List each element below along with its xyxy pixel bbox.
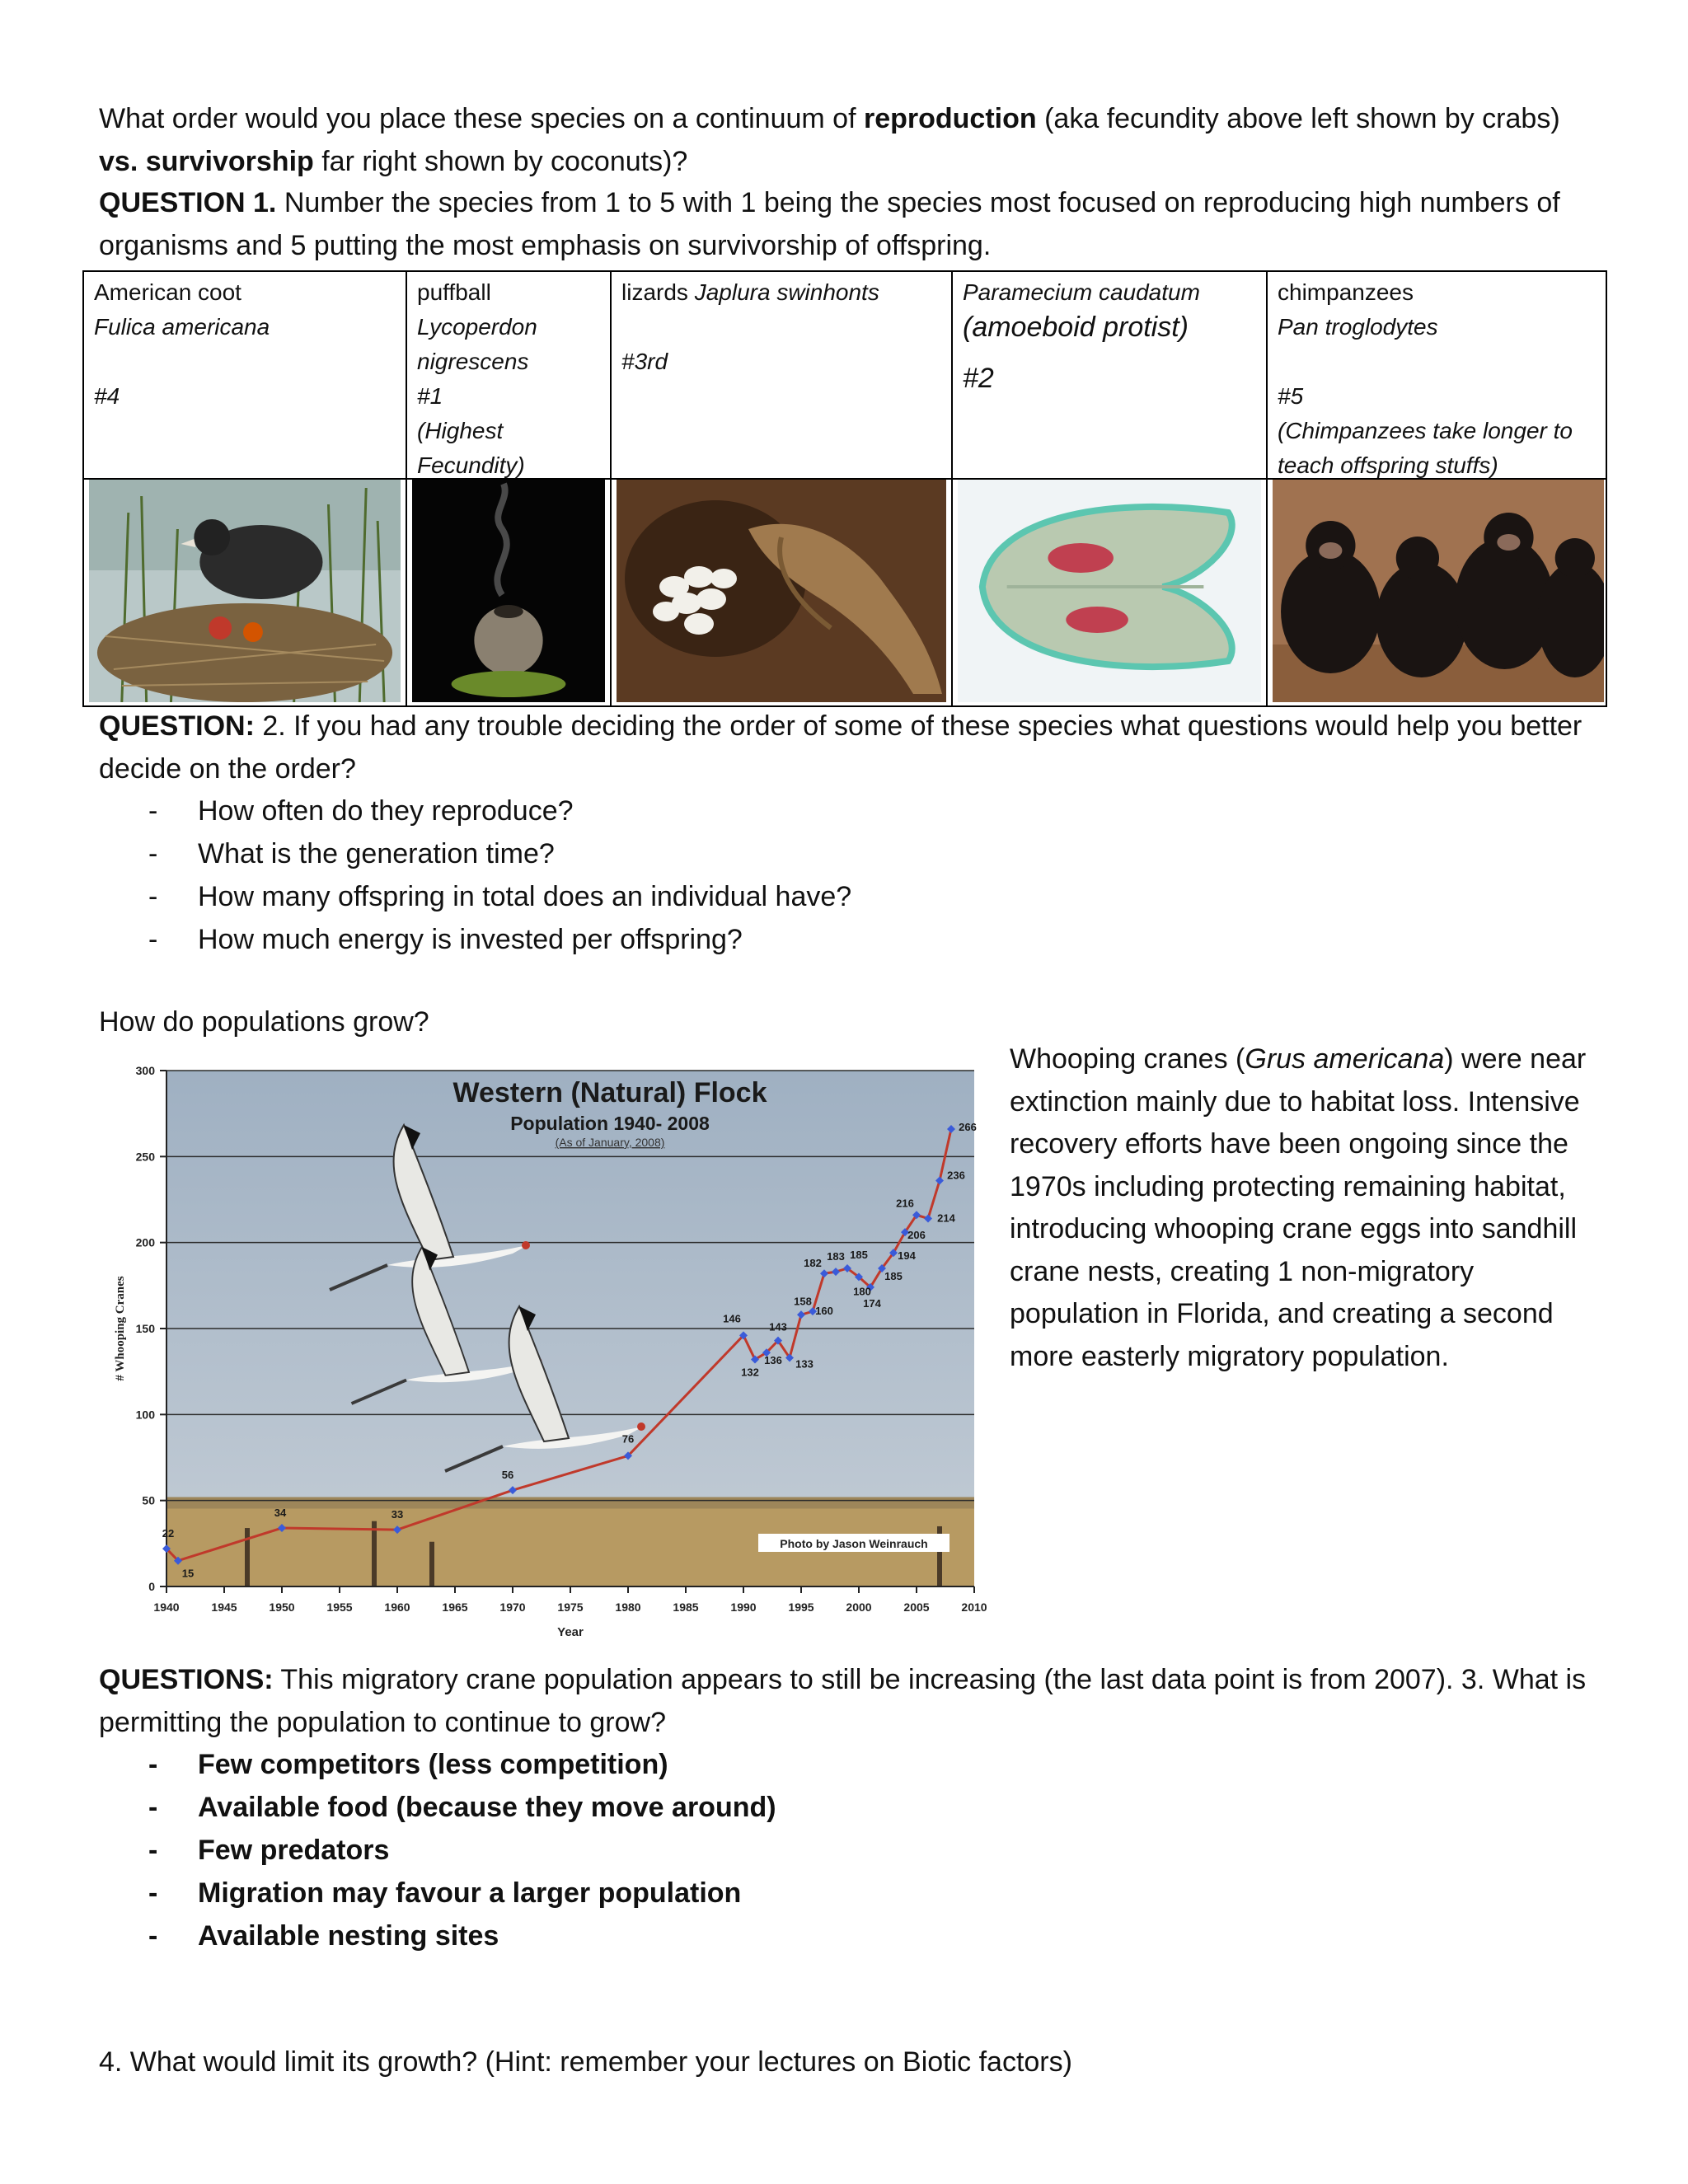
intro-text: (aka fecundity above left shown by crabs)	[1036, 103, 1560, 134]
species-latin-name: Lycoperdon nigrescens	[417, 314, 537, 374]
data-label: 33	[391, 1508, 404, 1521]
y-tick-label: 50	[142, 1493, 155, 1507]
list-item: - How much energy is invested per offspring?	[148, 924, 743, 955]
question-4: 4. What would limit its growth? (Hint: remember your lectures on Biotic factors)	[99, 2046, 1072, 2078]
data-label: 266	[959, 1120, 977, 1133]
species-common-name: chimpanzees	[1278, 279, 1414, 305]
x-tick-label: 1980	[615, 1601, 641, 1614]
x-tick-label: 1955	[326, 1601, 353, 1614]
species-common-name: American coot	[94, 279, 241, 305]
x-tick-label: 1970	[499, 1601, 526, 1614]
species-text	[417, 275, 603, 483]
lizard-photo	[617, 480, 946, 702]
list-item: - Few competitors (less competition)	[148, 1749, 668, 1780]
species-cell-chimpanzees	[1268, 272, 1609, 705]
species-text	[621, 275, 945, 379]
species-text	[94, 275, 399, 414]
list-item: - What is the generation time?	[148, 838, 555, 869]
data-label: 56	[501, 1469, 514, 1482]
coot-photo	[89, 480, 401, 702]
x-tick-label: 2010	[961, 1601, 987, 1614]
data-label: 158	[794, 1295, 812, 1308]
y-tick-label: 100	[135, 1408, 155, 1422]
x-tick-label: 1965	[442, 1601, 468, 1614]
species-cell-paramecium	[953, 272, 1268, 705]
x-tick-label: 1995	[788, 1601, 814, 1614]
data-label: 194	[898, 1249, 916, 1263]
fence-post	[245, 1528, 250, 1586]
puffball-photo	[412, 480, 605, 702]
y-tick-label: 250	[135, 1150, 155, 1164]
data-label: 76	[621, 1432, 635, 1446]
data-label: 132	[741, 1366, 759, 1379]
list-item: - Available food (because they move around)	[148, 1792, 776, 1823]
list-item: - Available nesting sites	[148, 1920, 499, 1952]
chart-title: Western (Natural) Flock	[452, 1077, 767, 1108]
question-2-list	[99, 790, 1582, 961]
question-3-list	[99, 1743, 1582, 1957]
photo-credit: Photo by Jason Weinrauch	[780, 1537, 928, 1550]
question-2	[99, 705, 1599, 790]
paramecium-photo	[958, 480, 1261, 702]
y-tick-label: 300	[135, 1064, 155, 1077]
data-label: 34	[274, 1507, 287, 1520]
data-label: 133	[795, 1357, 814, 1371]
species-latin-name: Fulica americana	[94, 314, 270, 340]
x-tick-label: 1975	[557, 1601, 584, 1614]
intro-text: What order would you place these species on a continuum of	[99, 103, 864, 134]
data-label: 174	[863, 1296, 881, 1310]
data-label: 160	[815, 1305, 833, 1318]
intro-text: far right shown by coconuts)?	[313, 146, 688, 177]
x-tick-label: 1960	[384, 1601, 410, 1614]
species-rank: #3rd	[621, 349, 668, 374]
fence-post	[429, 1542, 434, 1586]
question-3	[99, 1658, 1599, 1744]
question-2-text: 2. If you had any trouble deciding the order of some of these species what questions would help you better decide on the order?	[99, 710, 1582, 785]
question-3-label: QUESTIONS:	[99, 1664, 274, 1695]
data-label: 183	[827, 1250, 845, 1263]
list-item: - How many offspring in total does an individual have?	[148, 881, 852, 912]
x-tick-label: 1940	[153, 1601, 180, 1614]
species-table	[82, 270, 1607, 707]
y-tick-label: 200	[135, 1235, 155, 1249]
species-cell-coot	[84, 272, 407, 705]
list-item: - Few predators	[148, 1835, 390, 1866]
species-latin-name: Paramecium caudatum	[963, 279, 1200, 305]
crane-head	[637, 1422, 645, 1431]
data-label: 143	[769, 1320, 787, 1333]
x-tick-label: 1990	[730, 1601, 757, 1614]
species-text	[1278, 275, 1602, 483]
species-cell-puffball	[407, 272, 612, 705]
fence-post	[372, 1521, 377, 1586]
species-rank: #5	[1278, 383, 1304, 409]
data-label: 15	[181, 1567, 195, 1580]
species-extra: (amoeboid protist)	[963, 312, 1189, 343]
species-latin-name: Japlura swinhonts	[694, 279, 879, 305]
crane-population-chart	[107, 1059, 997, 1636]
species-rank: #2	[963, 363, 994, 394]
y-tick-label: 0	[148, 1580, 155, 1593]
growth-heading: How do populations grow?	[99, 1006, 429, 1038]
species-latin-name: Pan troglodytes	[1278, 314, 1438, 340]
question-3-text: This migratory crane population appears to still be increasing (the last data point is from 2007). 3. What is permitting the population to continue to grow?	[99, 1664, 1587, 1738]
species-common-name: lizards	[621, 279, 695, 305]
question-1	[99, 181, 1599, 267]
data-label: 216	[896, 1197, 914, 1210]
y-tick-label: 150	[135, 1322, 155, 1335]
x-tick-label: 1985	[673, 1601, 699, 1614]
chimpanzee-photo	[1273, 480, 1604, 702]
x-axis-label: Year	[557, 1625, 584, 1636]
chart-horizon	[166, 1497, 974, 1508]
list-item: - How often do they reproduce?	[148, 795, 574, 827]
species-common-name: puffball	[417, 279, 491, 305]
species-rank: #1	[417, 383, 443, 409]
data-label: 136	[764, 1354, 782, 1367]
intro-bold-reproduction: reproduction	[863, 103, 1037, 134]
question-1-label: QUESTION 1.	[99, 187, 277, 218]
data-label: 182	[804, 1257, 822, 1270]
chart-svg	[107, 1059, 997, 1636]
x-tick-label: 2005	[903, 1601, 930, 1614]
whooping-crane-description: Whooping cranes (Grus americana) were near extinction mainly due to habitat loss. Intensive recovery efforts have been ongoing since the 1970s including protecting remaining habitat, introducing whooping crane eggs into sandhill crane nests, creating 1 non-migratory population in Florida, and creating a second more easterly migratory population.	[1010, 1043, 1587, 1372]
x-tick-label: 1945	[211, 1601, 237, 1614]
chart-date-note: (As of January, 2008)	[555, 1136, 665, 1149]
species-cell-lizards	[612, 272, 953, 705]
intro-bold-survivorship: vs. survivorship	[99, 146, 314, 177]
crane-head	[522, 1241, 530, 1249]
data-label: 146	[723, 1312, 741, 1325]
data-label: 206	[907, 1229, 926, 1242]
x-tick-label: 2000	[846, 1601, 872, 1614]
species-rank: #4	[94, 383, 120, 409]
species-note: (Chimpanzees take longer to teach offspring stuffs)	[1278, 418, 1573, 478]
data-label: 236	[947, 1169, 965, 1182]
data-label: 185	[884, 1269, 903, 1282]
data-label: 180	[853, 1285, 871, 1298]
species-text	[963, 275, 1259, 396]
x-tick-label: 1950	[269, 1601, 295, 1614]
y-axis-label: # Whooping Cranes	[114, 1276, 127, 1381]
intro-paragraph	[99, 97, 1599, 183]
question-1-text: Number the species from 1 to 5 with 1 being the species most focused on reproducing high numbers of organisms and 5 putting the most emphasis on survivorship of offspring.	[99, 187, 1560, 261]
chart-subtitle: Population 1940- 2008	[510, 1113, 710, 1134]
data-label: 22	[162, 1527, 175, 1540]
species-note: (Highest Fecundity)	[417, 418, 525, 478]
crane-latin-name: Grus americana	[1245, 1043, 1445, 1075]
question-2-label: QUESTION:	[99, 710, 255, 742]
list-item: - Migration may favour a larger population	[148, 1877, 742, 1909]
data-label: 214	[937, 1212, 955, 1225]
data-label: 185	[850, 1248, 868, 1261]
